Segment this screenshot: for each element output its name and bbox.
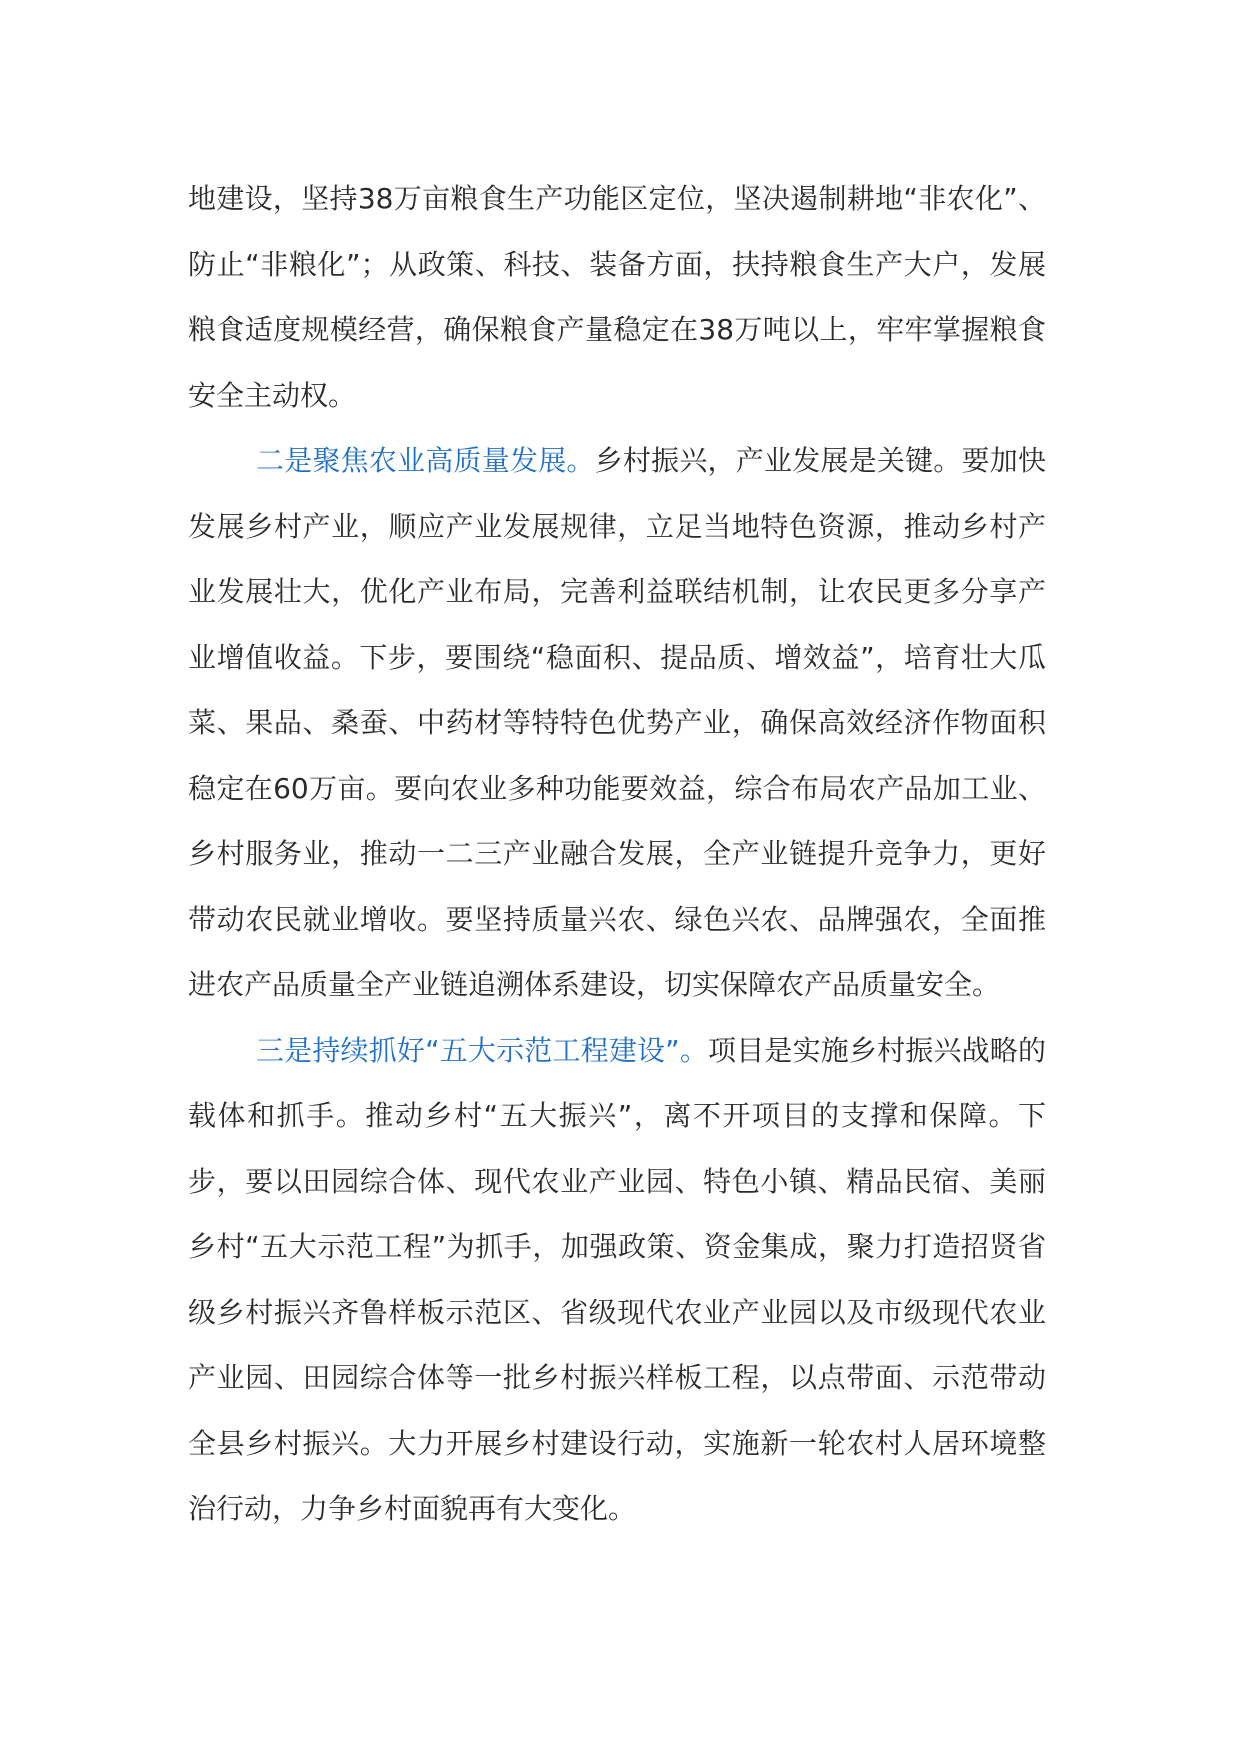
paragraph-body: 地建设，坚持38万亩粮食生产功能区定位，坚决遏制耕地“非农化”、防止“非粮化”；从政策、科技、装备方面，扶持粮食生产大户，发展粮食适度规模经营，确保粮食产量稳定在38万吨以上，牢牢掌握粮食安全主动权。: [188, 182, 1046, 412]
paragraph-body: 乡村振兴，产业发展是关键。要加快发展乡村产业，顺应产业发展规律，立足当地特色资源，推动乡村产业发展壮大，优化产业布局，完善利益联结机制，让农民更多分享产业增值收益。下步，要围绕“稳面积、提品质、增效益”，培育壮大瓜菜、果品、桑蚕、中药材等特特色优势产业，确保高效经济作物面积稳定在60万亩。要向农业多种功能要效益，综合布局农产品加工业、乡村服务业，推动一二三产业融合发展，全产业链提升竞争力，更好带动农民就业增收。要坚持质量兴农、绿色兴农、品牌强农，全面推进农产品质量全产业链追溯体系建设，切实保障农产品质量安全。: [188, 444, 1046, 1001]
paragraph-demonstration-projects: [188, 1018, 1046, 1542]
document-body: [188, 166, 1046, 1542]
paragraph-body: 项目是实施乡村振兴战略的载体和抓手。推动乡村“五大振兴”，离不开项目的支撑和保障。下步，要以田园综合体、现代农业产业园、特色小镇、精品民宿、美丽乡村“五大示范工程”为抓手，加强政策、资金集成，聚力打造招贤省级乡村振兴齐鲁样板示范区、省级现代农业产业园以及市级现代农业产业园、田园综合体等一批乡村振兴样板工程，以点带面、示范带动全县乡村振兴。大力开展乡村建设行动，实施新一轮农村人居环境整治行动，力争乡村面貌再有大变化。: [188, 1033, 1046, 1525]
paragraph-grain-security: [188, 166, 1046, 428]
paragraph-heading: 二是聚焦农业高质量发展。: [256, 444, 595, 477]
paragraph-heading: 三是持续抓好“五大示范工程建设”。: [256, 1033, 709, 1067]
paragraph-agriculture-quality: [188, 428, 1046, 1018]
